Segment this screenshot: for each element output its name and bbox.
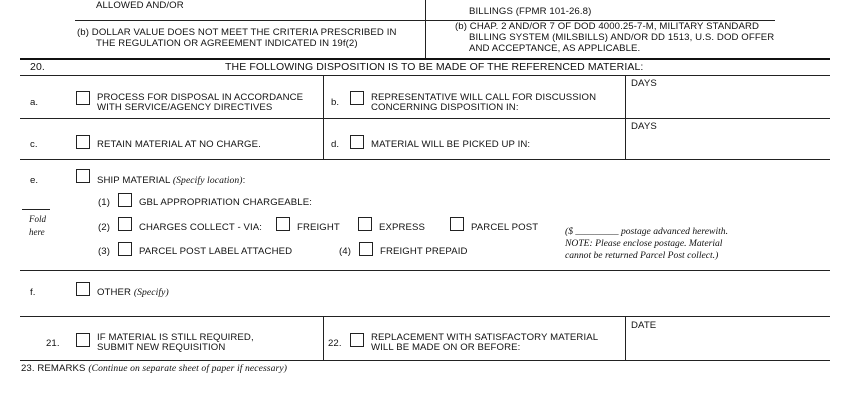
item20-heading: THE FOLLOWING DISPOSITION IS TO BE MADE OF THE REFERENCED MATERIAL: <box>225 61 644 73</box>
date-field[interactable] <box>627 332 829 359</box>
days-column-divider <box>625 75 626 159</box>
sub1-label: GBL APPROPRIATION CHARGEABLE: <box>139 197 312 208</box>
remarks-field[interactable] <box>20 376 830 402</box>
a-label-line2: WITH SERVICE/AGENCY DIRECTIVES <box>97 102 273 113</box>
row-ab-divider <box>323 75 324 159</box>
row-ab-rule <box>20 118 830 119</box>
item21-line2: SUBMIT NEW REQUISITION <box>97 342 226 353</box>
sub3-number: (3) <box>98 246 111 257</box>
f-label: OTHER <box>97 287 132 298</box>
checkbox-parcel-post-label[interactable] <box>118 242 132 256</box>
e-label-group <box>97 175 245 186</box>
row-cd-rule <box>20 159 830 160</box>
item23-note: (Continue on separate sheet of paper if necessary) <box>88 363 288 374</box>
letter-b: b. <box>331 97 340 108</box>
row-21-22-divider <box>323 316 324 361</box>
letter-d: d. <box>331 139 340 150</box>
here-label: here <box>29 227 45 237</box>
express-label: EXPRESS <box>379 222 426 233</box>
checkbox-parcel-post[interactable] <box>450 217 464 231</box>
checkbox-b-representative-call[interactable] <box>350 91 364 105</box>
checkbox-express[interactable] <box>358 217 372 231</box>
checkbox-a-process-disposal[interactable] <box>76 91 90 105</box>
checkbox-d-picked-up[interactable] <box>350 135 364 149</box>
item20-top-rule <box>20 58 830 60</box>
item23-label: 23. REMARKS <box>21 363 86 374</box>
checkbox-21-new-requisition[interactable] <box>76 333 90 347</box>
sub3-label: PARCEL POST LABEL ATTACHED <box>139 246 293 257</box>
parcel-post-label: PARCEL POST <box>471 222 539 233</box>
postage-note-line1: ($ _________ postage advanced herewith. <box>565 226 728 237</box>
row-21-22-rule <box>20 360 830 361</box>
postage-note-line2: NOTE: Please enclose postage. Material <box>565 238 723 249</box>
c-label: RETAIN MATERIAL AT NO CHARGE. <box>97 139 261 150</box>
f-label-group <box>97 287 169 298</box>
checkbox-e-ship-material[interactable] <box>76 169 90 183</box>
b-label-line1: REPRESENTATIVE WILL CALL FOR DISCUSSION <box>371 92 597 103</box>
letter-c: c. <box>30 139 38 150</box>
a-label-line1: PROCESS FOR DISPOSAL IN ACCORDANCE <box>97 92 304 103</box>
letter-a: a. <box>30 97 39 108</box>
dollar-value-line1: (b) DOLLAR VALUE DOES NOT MEET THE CRITERIA PRESCRIBED IN <box>77 27 397 38</box>
dollar-value-line2: THE REGULATION OR AGREEMENT INDICATED IN 19f(2) <box>96 38 358 49</box>
checkbox-f-other[interactable] <box>76 282 90 296</box>
sub1-number: (1) <box>98 197 111 208</box>
item20-heading-rule <box>20 75 830 76</box>
checkbox-charges-collect[interactable] <box>118 217 132 231</box>
chap-line1: (b) CHAP. 2 AND/OR 7 OF DOD 4000.25-7-M, MILITARY STANDARD <box>455 21 759 32</box>
days-label-b: DAYS <box>631 78 657 89</box>
postage-note-line3: cannot be returned Parcel Post collect.) <box>565 250 719 261</box>
chap-line3: AND ACCEPTANCE, AS APPLICABLE. <box>469 43 641 54</box>
e-note: (Specify location) <box>172 175 243 186</box>
sub2-number: (2) <box>98 222 111 233</box>
top-column-divider <box>425 0 426 58</box>
e-colon: : <box>242 175 246 186</box>
days-field-b[interactable] <box>627 90 829 117</box>
checkbox-freight-prepaid[interactable] <box>359 242 373 256</box>
checkbox-freight[interactable] <box>276 217 290 231</box>
billings-text: BILLINGS (FPMR 101-26.8) <box>469 6 592 17</box>
d-label: MATERIAL WILL BE PICKED UP IN: <box>371 139 531 150</box>
days-field-d[interactable] <box>627 133 829 158</box>
item20-number: 20. <box>30 61 45 73</box>
row-e-rule <box>20 270 830 271</box>
b-label-line2: CONCERNING DISPOSITION IN: <box>371 102 519 113</box>
chap-line2: BILLING SYSTEM (MILSBILLS) AND/OR DD 1513, U.S. DOD OFFER <box>469 32 775 43</box>
letter-e: e. <box>30 175 39 186</box>
fold-label: Fold <box>29 214 46 224</box>
sub4-label: FREIGHT PREPAID <box>380 246 468 257</box>
date-column-divider <box>625 316 626 361</box>
f-note: (Specify) <box>133 287 169 298</box>
item21-line1: IF MATERIAL IS STILL REQUIRED, <box>97 332 254 343</box>
checkbox-c-retain-material[interactable] <box>76 135 90 149</box>
item23-label-group <box>21 363 287 374</box>
item21-number: 21. <box>46 338 60 349</box>
checkbox-22-replacement[interactable] <box>350 333 364 347</box>
sub4-number: (4) <box>339 246 352 257</box>
letter-f: f. <box>30 287 36 298</box>
freight-label: FREIGHT <box>297 222 340 233</box>
allowed-text: ALLOWED AND/OR <box>96 0 184 11</box>
item22-line1: REPLACEMENT WITH SATISFACTORY MATERIAL <box>371 332 599 343</box>
fold-mark-line <box>22 209 50 210</box>
checkbox-gbl-appropriation[interactable] <box>118 193 132 207</box>
item22-number: 22. <box>328 338 342 349</box>
row-f-rule <box>20 316 830 317</box>
e-label: SHIP MATERIAL <box>97 175 171 186</box>
item22-line2: WILL BE MADE ON OR BEFORE: <box>371 342 521 353</box>
date-label: DATE <box>631 320 657 331</box>
sub2-label: CHARGES COLLECT - VIA: <box>139 222 263 233</box>
days-label-d: DAYS <box>631 121 657 132</box>
